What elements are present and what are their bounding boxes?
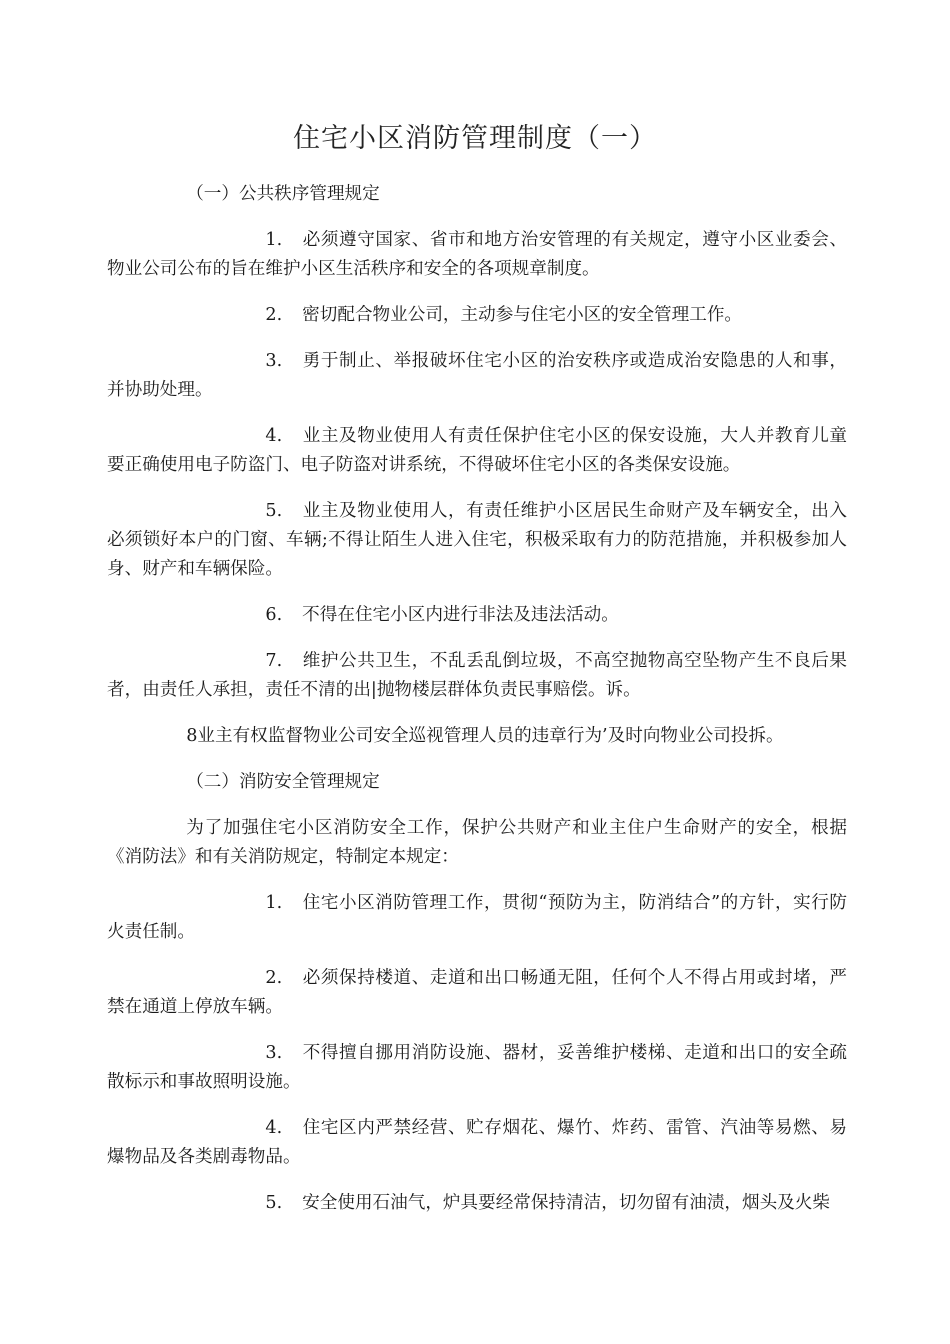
rule-number: 1. [265,230,283,250]
rule-number: 3. [265,1043,283,1063]
rule-item [107,347,847,405]
rule-item [107,1114,847,1172]
rule-number: 1. [265,893,283,913]
rule-text: 密切配合物业公司，主动参与住宅小区的安全管理工作。 [302,305,743,325]
rule-item-8: 8业主有权监督物业公司安全巡视管理人员的违章行为’及时向物业公司投拆。 [186,726,784,746]
rule-text: 住宅小区消防管理工作，贯彻“预防为主，防消结合”的方针，实行防火责任制。 [107,893,847,942]
section-heading-public-order: （一）公共秩序管理规定 [186,184,380,204]
rule-number: 5. [265,1193,283,1213]
rule-item [107,422,847,480]
document-title: 住宅小区消防管理制度（一） [293,123,657,154]
rule-number: 7. [265,651,283,671]
rule-number: 4. [265,426,283,446]
rule-number: 5. [265,501,283,521]
rule-text: 住宅区内严禁经营、贮存烟花、爆竹、炸药、雷管、汽油等易燃、易爆物品及各类剧毒物品。 [107,1118,847,1167]
section-intro: 为了加强住宅小区消防安全工作，保护公共财产和业主住户生命财产的安全，根据《消防法》和有关消防规定，特制定本规定： [107,818,847,867]
rule-item [107,601,847,630]
rule-number: 6. [265,605,283,625]
rule-item [107,226,847,284]
rule-text: 必须保持楼道、走道和出口畅通无阻，任何个人不得占用或封堵，严禁在通道上停放车辆。 [107,968,847,1017]
rule-item [107,301,847,330]
rule-text: 不得在住宅小区内进行非法及违法活动。 [302,605,619,625]
rule-item [107,1189,847,1218]
rule-text: 不得擅自挪用消防设施、器材，妥善维护楼梯、走道和出口的安全疏散标示和事故照明设施。 [107,1043,847,1092]
rule-item [107,889,847,947]
rule-item [107,497,847,584]
rule-text: 勇于制止、举报破坏住宅小区的治安秩序或造成治安隐患的人和事，并协助处理。 [107,351,847,400]
rule-item [107,964,847,1022]
rule-number: 3. [265,351,283,371]
rule-number: 2. [265,305,283,325]
rule-item [107,647,847,705]
rule-item [107,1039,847,1097]
rule-text: 必须遵守国家、省市和地方治安管理的有关规定，遵守小区业委会、物业公司公布的旨在维护小区生活秩序和安全的各项规章制度。 [107,230,847,279]
rule-text: 业主及物业使用人有责任保护住宅小区的保安设施，大人并教育儿童要正确使用电子防盗门、电子防盗对讲系统，不得破坏住宅小区的各类保安设施。 [107,426,847,475]
rule-number: 2. [265,968,283,988]
rule-number: 4. [265,1118,283,1138]
rule-text: 维护公共卫生，不乱丢乱倒垃圾，不高空抛物高空坠物产生不良后果者，由责任人承担，责任不清的出|抛物楼层群体负责民事赔偿。诉。 [107,651,847,700]
document-body [107,180,847,1235]
rule-text: 安全使用石油气，炉具要经常保持清洁，切勿留有油渍，烟头及火柴 [302,1193,830,1213]
section-heading-fire-safety: （二）消防安全管理规定 [186,772,380,792]
rule-text: 业主及物业使用人，有责任维护小区居民生命财产及车辆安全，出入必须锁好本户的门窗、车辆;不得让陌生人进入住宅，积极采取有力的防范措施，并积极参加人身、财产和车辆保险。 [107,501,847,579]
